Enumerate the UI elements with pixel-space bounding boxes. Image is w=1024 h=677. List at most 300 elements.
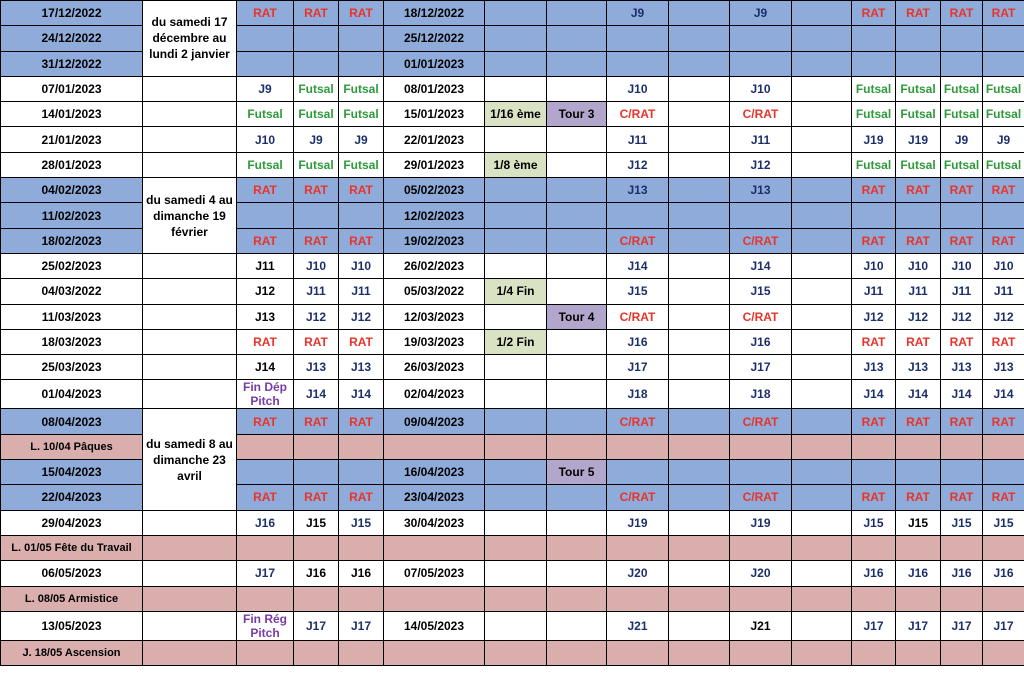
match-cell: J16	[339, 561, 384, 586]
match-cell	[730, 51, 792, 76]
match-cell: Futsal	[237, 102, 294, 127]
sunday-date: 15/01/2023	[384, 102, 485, 127]
cup-round-cell	[485, 460, 547, 485]
match-cell	[792, 485, 852, 510]
match-cell: J14	[607, 253, 669, 278]
match-cell: J19	[896, 127, 941, 152]
match-cell	[792, 178, 852, 203]
match-cell	[983, 203, 1024, 228]
match-cell	[852, 26, 896, 51]
match-cell: Futsal	[983, 102, 1024, 127]
cup-round-cell	[485, 76, 547, 101]
match-cell	[792, 611, 852, 640]
match-cell: RAT	[983, 1, 1024, 26]
saturday-date: 14/01/2023	[1, 102, 143, 127]
match-cell: RAT	[237, 178, 294, 203]
week-row	[1, 178, 1024, 203]
match-cell: J14	[896, 380, 941, 409]
match-cell	[983, 535, 1024, 560]
match-cell: J15	[294, 510, 339, 535]
match-cell	[730, 26, 792, 51]
match-cell	[792, 26, 852, 51]
match-cell: J13	[237, 304, 294, 329]
match-cell	[237, 51, 294, 76]
match-cell	[941, 640, 983, 665]
match-cell: J12	[607, 152, 669, 177]
cup-round-cell	[485, 561, 547, 586]
saturday-date: 01/04/2023	[1, 380, 143, 409]
week-row	[1, 304, 1024, 329]
match-cell: J15	[852, 510, 896, 535]
saturday-date: 11/03/2023	[1, 304, 143, 329]
match-cell: RAT	[339, 178, 384, 203]
match-cell: RAT	[852, 329, 896, 354]
match-cell	[896, 586, 941, 611]
match-cell: J17	[294, 611, 339, 640]
cup-round-cell	[485, 127, 547, 152]
match-cell: C/RAT	[730, 102, 792, 127]
tour-cell	[547, 485, 607, 510]
sunday-date: 22/01/2023	[384, 127, 485, 152]
saturday-date: 06/05/2023	[1, 561, 143, 586]
match-cell	[792, 409, 852, 434]
match-cell	[607, 51, 669, 76]
sunday-date: 23/04/2023	[384, 485, 485, 510]
sunday-date	[384, 434, 485, 459]
match-cell: RAT	[852, 1, 896, 26]
sunday-date: 19/02/2023	[384, 228, 485, 253]
match-cell: Futsal	[852, 102, 896, 127]
match-cell: J10	[896, 253, 941, 278]
match-cell	[852, 535, 896, 560]
vacation-cell	[143, 279, 237, 304]
week-row	[1, 329, 1024, 354]
match-cell: J12	[983, 304, 1024, 329]
tour-cell	[547, 434, 607, 459]
match-cell	[792, 228, 852, 253]
match-cell: C/RAT	[730, 304, 792, 329]
match-cell: J10	[983, 253, 1024, 278]
match-cell: RAT	[294, 485, 339, 510]
sunday-date: 26/03/2023	[384, 355, 485, 380]
match-cell	[339, 203, 384, 228]
tour-cell	[547, 586, 607, 611]
holiday-label: L. 08/05 Armistice	[1, 586, 143, 611]
match-cell: Futsal	[983, 152, 1024, 177]
match-cell	[792, 51, 852, 76]
tour-cell	[547, 203, 607, 228]
match-cell: RAT	[983, 485, 1024, 510]
tour-cell	[547, 510, 607, 535]
vacation-cell	[143, 586, 237, 611]
match-cell: J21	[607, 611, 669, 640]
match-cell	[607, 586, 669, 611]
match-cell	[941, 26, 983, 51]
cup-round-cell	[485, 485, 547, 510]
match-cell	[669, 460, 730, 485]
match-cell	[339, 460, 384, 485]
week-row	[1, 380, 1024, 409]
match-cell: J10	[237, 127, 294, 152]
match-cell: Futsal	[294, 76, 339, 101]
match-cell: C/RAT	[607, 304, 669, 329]
match-cell: C/RAT	[607, 485, 669, 510]
tour-cell	[547, 535, 607, 560]
week-row	[1, 510, 1024, 535]
match-cell: J10	[852, 253, 896, 278]
match-cell: J17	[983, 611, 1024, 640]
match-cell	[669, 485, 730, 510]
match-cell: J11	[941, 279, 983, 304]
match-cell	[792, 561, 852, 586]
match-cell: J19	[852, 127, 896, 152]
match-cell: J17	[339, 611, 384, 640]
match-cell	[792, 102, 852, 127]
match-cell: J16	[294, 561, 339, 586]
match-cell: Futsal	[941, 102, 983, 127]
match-cell: J15	[896, 510, 941, 535]
match-cell	[669, 1, 730, 26]
match-cell	[852, 51, 896, 76]
match-cell: RAT	[941, 228, 983, 253]
match-cell: RAT	[983, 409, 1024, 434]
match-cell: Futsal	[852, 152, 896, 177]
match-cell	[852, 203, 896, 228]
saturday-date: 04/03/2022	[1, 279, 143, 304]
match-cell	[941, 535, 983, 560]
match-cell: J11	[237, 253, 294, 278]
match-cell	[896, 434, 941, 459]
match-cell: RAT	[852, 485, 896, 510]
vacation-cell	[143, 102, 237, 127]
match-cell	[669, 586, 730, 611]
sunday-date: 16/04/2023	[384, 460, 485, 485]
cup-round-cell	[485, 380, 547, 409]
week-row	[1, 279, 1024, 304]
match-cell: J13	[339, 355, 384, 380]
match-cell: RAT	[896, 485, 941, 510]
cup-round-cell	[485, 26, 547, 51]
match-cell: RAT	[896, 1, 941, 26]
match-cell	[896, 26, 941, 51]
match-cell	[669, 561, 730, 586]
sunday-date: 14/05/2023	[384, 611, 485, 640]
vacation-cell	[143, 76, 237, 101]
saturday-date: 17/12/2022	[1, 1, 143, 26]
holiday-label: L. 10/04 Pâques	[1, 434, 143, 459]
match-cell	[294, 460, 339, 485]
match-cell	[896, 51, 941, 76]
match-cell	[792, 380, 852, 409]
tour-cell	[547, 26, 607, 51]
match-cell	[607, 640, 669, 665]
match-cell	[983, 640, 1024, 665]
match-cell: J11	[896, 279, 941, 304]
match-cell: Futsal	[896, 102, 941, 127]
sunday-date: 29/01/2023	[384, 152, 485, 177]
match-cell: C/RAT	[730, 485, 792, 510]
match-cell	[669, 127, 730, 152]
holiday-row	[1, 640, 1024, 665]
match-cell	[294, 434, 339, 459]
cup-round-cell: 1/8 ème	[485, 152, 547, 177]
match-cell: C/RAT	[730, 228, 792, 253]
sunday-date: 19/03/2023	[384, 329, 485, 354]
match-cell: J16	[237, 510, 294, 535]
cup-round-cell: 1/2 Fin	[485, 329, 547, 354]
match-cell	[852, 434, 896, 459]
match-cell	[792, 355, 852, 380]
match-cell	[237, 640, 294, 665]
vacation-cell	[143, 380, 237, 409]
match-cell: J11	[339, 279, 384, 304]
match-cell	[983, 586, 1024, 611]
match-cell: J17	[730, 355, 792, 380]
match-cell: RAT	[941, 1, 983, 26]
match-cell: J13	[607, 178, 669, 203]
match-cell	[792, 127, 852, 152]
match-cell	[730, 203, 792, 228]
tour-cell	[547, 409, 607, 434]
holiday-label: L. 01/05 Fête du Travail	[1, 535, 143, 560]
cup-round-cell	[485, 253, 547, 278]
vacation-cell	[143, 611, 237, 640]
match-cell: J11	[983, 279, 1024, 304]
sunday-date: 12/02/2023	[384, 203, 485, 228]
holiday-row	[1, 586, 1024, 611]
match-cell	[294, 640, 339, 665]
match-cell	[669, 253, 730, 278]
match-cell: J10	[339, 253, 384, 278]
cup-round-cell	[485, 535, 547, 560]
match-cell: RAT	[852, 178, 896, 203]
match-cell: C/RAT	[607, 102, 669, 127]
match-cell: J9	[983, 127, 1024, 152]
saturday-date: 24/12/2022	[1, 26, 143, 51]
match-cell	[339, 586, 384, 611]
match-cell	[983, 434, 1024, 459]
match-cell	[852, 640, 896, 665]
saturday-date: 22/04/2023	[1, 485, 143, 510]
match-cell: Fin Dép Pitch	[237, 380, 294, 409]
match-cell: J13	[730, 178, 792, 203]
week-row	[1, 102, 1024, 127]
match-cell: J10	[607, 76, 669, 101]
match-cell: C/RAT	[607, 228, 669, 253]
match-cell: J16	[730, 329, 792, 354]
match-cell: RAT	[294, 329, 339, 354]
match-cell	[896, 460, 941, 485]
match-cell	[669, 228, 730, 253]
match-cell	[792, 1, 852, 26]
tour-cell	[547, 51, 607, 76]
week-row	[1, 355, 1024, 380]
match-cell: J12	[339, 304, 384, 329]
vacation-cell	[143, 535, 237, 560]
match-cell	[669, 380, 730, 409]
match-cell: J16	[852, 561, 896, 586]
match-cell: J17	[941, 611, 983, 640]
sunday-date: 09/04/2023	[384, 409, 485, 434]
match-cell	[237, 203, 294, 228]
match-cell	[941, 460, 983, 485]
match-cell: RAT	[237, 1, 294, 26]
saturday-date: 18/03/2023	[1, 329, 143, 354]
cup-round-cell	[485, 409, 547, 434]
match-cell: Futsal	[941, 76, 983, 101]
vacation-cell	[143, 561, 237, 586]
week-row	[1, 611, 1024, 640]
tour-cell	[547, 329, 607, 354]
match-cell	[669, 76, 730, 101]
match-cell: Futsal	[237, 152, 294, 177]
week-row	[1, 1, 1024, 26]
match-cell: Futsal	[339, 76, 384, 101]
match-cell: RAT	[294, 178, 339, 203]
match-cell	[792, 586, 852, 611]
cup-round-cell	[485, 640, 547, 665]
match-cell: RAT	[852, 228, 896, 253]
match-cell	[730, 434, 792, 459]
match-cell: RAT	[941, 178, 983, 203]
saturday-date: 25/03/2023	[1, 355, 143, 380]
vacation-note: du samedi 17 décembre au lundi 2 janvier	[143, 1, 237, 77]
match-cell	[896, 203, 941, 228]
saturday-date: 08/04/2023	[1, 409, 143, 434]
saturday-date: 28/01/2023	[1, 152, 143, 177]
match-cell: J14	[852, 380, 896, 409]
match-cell: RAT	[237, 485, 294, 510]
match-cell: RAT	[983, 329, 1024, 354]
match-cell	[983, 26, 1024, 51]
match-cell	[669, 611, 730, 640]
match-cell: J19	[730, 510, 792, 535]
match-cell: RAT	[852, 409, 896, 434]
sunday-date: 26/02/2023	[384, 253, 485, 278]
match-cell: J19	[607, 510, 669, 535]
match-cell	[607, 26, 669, 51]
vacation-cell	[143, 152, 237, 177]
match-cell	[669, 355, 730, 380]
match-cell	[237, 434, 294, 459]
tour-cell	[547, 355, 607, 380]
vacation-cell	[143, 127, 237, 152]
saturday-date: 13/05/2023	[1, 611, 143, 640]
match-cell	[339, 434, 384, 459]
match-cell: J9	[237, 76, 294, 101]
match-cell: RAT	[941, 329, 983, 354]
match-cell	[294, 51, 339, 76]
match-cell	[669, 26, 730, 51]
match-cell	[669, 535, 730, 560]
match-cell: J11	[730, 127, 792, 152]
match-cell: RAT	[983, 178, 1024, 203]
match-cell: RAT	[237, 228, 294, 253]
match-cell: J17	[607, 355, 669, 380]
match-cell: J14	[339, 380, 384, 409]
vacation-cell	[143, 304, 237, 329]
tour-cell	[547, 127, 607, 152]
match-cell	[669, 409, 730, 434]
match-cell	[339, 26, 384, 51]
match-cell: J9	[730, 1, 792, 26]
match-cell: J18	[607, 380, 669, 409]
match-cell: RAT	[983, 228, 1024, 253]
match-cell	[730, 586, 792, 611]
sunday-date	[384, 586, 485, 611]
match-cell: RAT	[941, 409, 983, 434]
match-cell	[792, 510, 852, 535]
match-cell: J14	[941, 380, 983, 409]
match-cell	[896, 535, 941, 560]
match-cell: Futsal	[983, 76, 1024, 101]
vacation-cell	[143, 355, 237, 380]
match-cell: RAT	[339, 409, 384, 434]
match-cell: Futsal	[339, 102, 384, 127]
sunday-date: 05/02/2023	[384, 178, 485, 203]
match-cell	[941, 203, 983, 228]
sunday-date: 30/04/2023	[384, 510, 485, 535]
sunday-date: 25/12/2022	[384, 26, 485, 51]
match-cell: J16	[607, 329, 669, 354]
match-cell: J20	[607, 561, 669, 586]
match-cell: J9	[339, 127, 384, 152]
saturday-date: 11/02/2023	[1, 203, 143, 228]
match-cell	[730, 460, 792, 485]
match-cell: RAT	[896, 228, 941, 253]
match-cell	[792, 279, 852, 304]
match-cell	[237, 586, 294, 611]
cup-round-cell: 1/16 ème	[485, 102, 547, 127]
tour-cell	[547, 1, 607, 26]
match-cell	[339, 640, 384, 665]
tour-cell: Tour 3	[547, 102, 607, 127]
match-cell: J12	[730, 152, 792, 177]
tour-cell	[547, 640, 607, 665]
vacation-cell	[143, 510, 237, 535]
week-row	[1, 152, 1024, 177]
match-cell: J12	[852, 304, 896, 329]
match-cell: RAT	[339, 485, 384, 510]
match-cell: RAT	[339, 228, 384, 253]
match-cell	[607, 203, 669, 228]
sunday-date	[384, 640, 485, 665]
match-cell: J12	[237, 279, 294, 304]
match-cell: RAT	[896, 409, 941, 434]
match-cell	[792, 460, 852, 485]
match-cell	[294, 26, 339, 51]
saturday-date: 29/04/2023	[1, 510, 143, 535]
match-cell	[669, 152, 730, 177]
match-cell	[339, 535, 384, 560]
match-cell	[669, 640, 730, 665]
tour-cell	[547, 380, 607, 409]
match-cell	[294, 535, 339, 560]
match-cell: J15	[983, 510, 1024, 535]
cup-round-cell	[485, 51, 547, 76]
match-cell: J10	[941, 253, 983, 278]
match-cell: Futsal	[294, 152, 339, 177]
match-cell	[237, 26, 294, 51]
tour-cell: Tour 4	[547, 304, 607, 329]
match-cell: J9	[294, 127, 339, 152]
cup-round-cell	[485, 1, 547, 26]
cup-round-cell	[485, 611, 547, 640]
match-cell	[792, 434, 852, 459]
sunday-date: 08/01/2023	[384, 76, 485, 101]
match-cell	[294, 586, 339, 611]
match-cell: J12	[896, 304, 941, 329]
